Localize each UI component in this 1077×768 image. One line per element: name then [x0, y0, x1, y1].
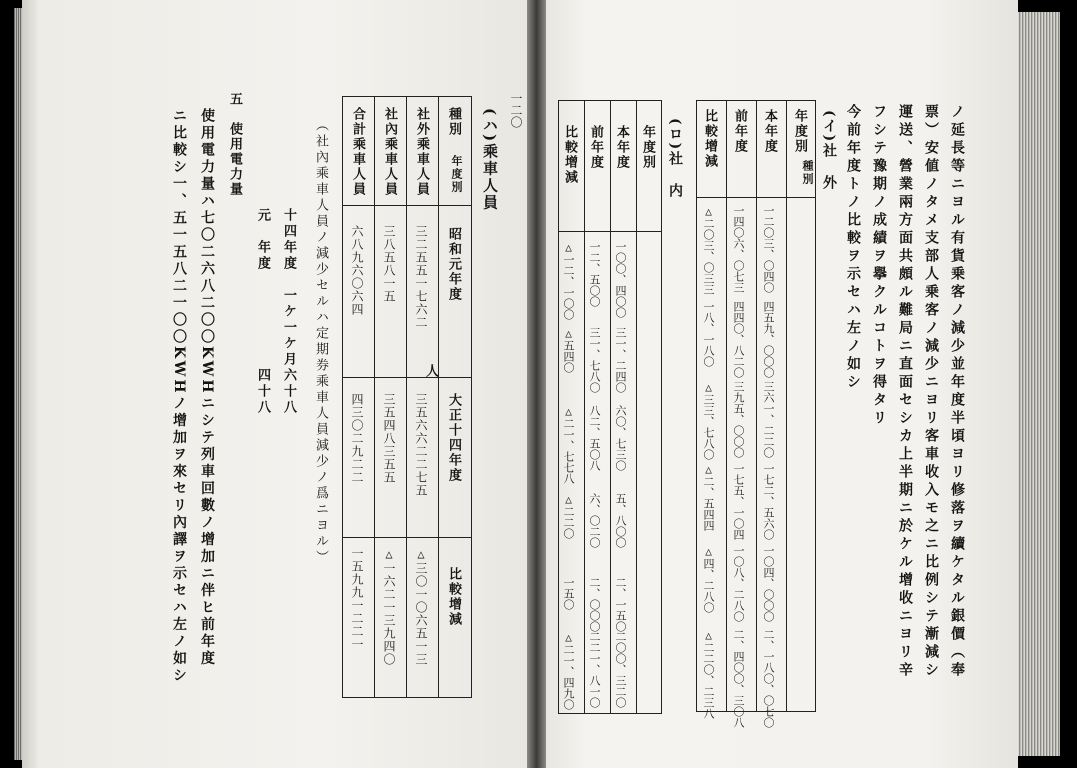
cell: 一七二、五六〇 [762, 463, 775, 540]
right-page [546, 0, 1018, 768]
inside-fares-table [558, 100, 662, 714]
outside-fares-table [696, 100, 816, 728]
cell: △二一、四九〇 [562, 631, 575, 710]
cell: 五、八〇〇 [614, 493, 627, 548]
col-divider [756, 101, 757, 711]
cell: △二一、七七八 [562, 405, 575, 484]
row-header: 本年度 [614, 125, 629, 170]
cell: 二、一八〇、〇七〇 [762, 629, 775, 728]
cell: 一二〇三、〇四〇 [762, 205, 775, 293]
passenger-table [342, 96, 472, 698]
cell: △四、二八〇 [702, 545, 715, 613]
col-divider [438, 97, 439, 697]
row-label: 合計乘車人員 [350, 107, 365, 197]
corner-kind: 種別 [801, 160, 814, 186]
row-label: 社內乘車人員 [382, 107, 397, 197]
section-heading-a: (イ)社 外 [821, 110, 837, 192]
cell: △三三、七八〇 [702, 381, 715, 460]
col-divider [374, 97, 375, 697]
cell: 三六一、二二〇 [762, 381, 775, 458]
cell: 三一、七八〇 [588, 327, 601, 393]
header-showa: 昭和元年度 [446, 227, 461, 302]
unit-label: 人 [423, 364, 438, 379]
cell: 一八、一八〇 [702, 301, 715, 367]
row-header: 本年度 [762, 109, 777, 154]
cell: 一四〇六、〇七三 [732, 205, 745, 293]
row-header: 前年度 [588, 125, 603, 170]
intro-line-3: 運送、營業兩方面共頗ル難局ニ直面セシカ上半期ニ於ケル增收ニヨリ辛 [897, 104, 913, 680]
intro-line-1: ノ延長等ニヨル有貨乗客ノ減少並年度半頃ヨリ修落ヲ續ケタル銀價（奉 [949, 104, 965, 680]
cell: 四五九、〇〇〇 [762, 301, 775, 378]
cell: △二二〇、二三八 [702, 629, 715, 719]
header-diff: 比較增減 [446, 567, 461, 627]
cell: 六、〇二〇 [588, 493, 601, 548]
cell: 一〇〇、四〇〇 [614, 241, 627, 318]
row-divider [343, 377, 471, 378]
row-header: 前年度 [732, 109, 747, 154]
row-header: 年度別 [640, 125, 655, 170]
cell: 六〇、七三〇 [614, 405, 627, 471]
cell: 四三〇二九二二 [350, 393, 364, 484]
cell: 三二五五一七六二 [414, 225, 428, 329]
cell: 四四〇、八二〇 [732, 301, 745, 378]
cell: △二二〇 [562, 493, 575, 539]
row-divider [343, 537, 471, 538]
cell: 三九五、〇〇〇 [732, 381, 745, 458]
header-kind: 種別 [446, 107, 461, 137]
col-divider [636, 101, 637, 713]
row-divider [559, 231, 661, 232]
book-gutter [527, 0, 546, 768]
intro-line-5: 今前年度トノ比較ヲ示セハ左ノ如シ [845, 104, 861, 392]
row-label: 社外乘車人員 [414, 107, 429, 197]
left-page [22, 0, 527, 768]
cell: △二、五四四 [702, 463, 715, 531]
row-header: 年度別 [792, 109, 807, 154]
cell: 六八九六〇六四 [350, 225, 364, 316]
cell: 一〇四、〇〇〇 [762, 545, 775, 622]
cell: 二〇〇、三二〇 [614, 631, 627, 708]
cell: 三一、二四〇 [614, 327, 627, 393]
page-number: 一二〇 [509, 92, 523, 128]
cell: 一〇八、二八〇 [732, 545, 745, 622]
cell: 三五六六二二七五 [414, 393, 428, 497]
section-heading-b: (ロ)社 内 [667, 118, 683, 200]
note-paren: （社內乘車人員ノ減少セルハ定期券乘車人員減少ノ爲ニヨル） [313, 118, 328, 566]
row-header: 比較增減 [702, 109, 717, 169]
section-heading-c: (ハ)乘車人員 [481, 108, 499, 212]
intro-line-4: フシテ豫期ノ成績ヲ擧クルコトヲ得タリ [871, 104, 887, 428]
cell: △一二、一〇〇 [562, 241, 575, 320]
book-edge-left [14, 8, 22, 760]
book-edge-right [1018, 12, 1060, 756]
intro-line-2: 票）安値ノタメ支部人乗客ノ減少ニヨリ客車收入モ之ニ比例シテ漸減シ [923, 104, 939, 680]
sub-line-2: 元 年度 四十八 [255, 208, 270, 416]
header-taisho: 大正十四年度 [446, 393, 461, 483]
cell: 一五九九一二二一 [350, 547, 364, 651]
col-divider [726, 101, 727, 711]
body-line-2: ニ比較シ一、五一五八二一〇〇KWHノ增加ヲ來セリ內譯ヲ示セハ左ノ如シ [171, 108, 187, 685]
row-divider [697, 197, 815, 198]
col-divider [610, 101, 611, 713]
col-divider [584, 101, 585, 713]
cell: 三五四八三五五 [382, 393, 396, 484]
cell: 二二一、八一〇 [588, 631, 601, 708]
row-divider [343, 205, 471, 206]
cell: 二、〇〇〇 [588, 577, 601, 632]
col-divider [786, 101, 787, 711]
section-heading-d: 五 使用電力量 [227, 92, 242, 197]
cell: 二、一五〇 [614, 577, 627, 632]
row-header: 比較增減 [562, 125, 577, 185]
cell: 一二、五〇〇 [588, 241, 601, 307]
cell: 一七五、一〇四 [732, 463, 745, 540]
cell: △一六二一三九四〇 [382, 547, 396, 666]
cell: 一五〇 [562, 577, 575, 610]
cell: 二、四〇〇、三〇八 [732, 629, 745, 728]
header-year: 年度別 [450, 155, 463, 194]
cell: △五四〇 [562, 327, 575, 373]
cell: 三八五八一五 [382, 225, 396, 303]
sub-line-1: 十四年度 一ケ一ケ月六十八 [281, 208, 296, 416]
cell: △三〇一〇六五一三 [414, 547, 428, 666]
body-line-1: 使用電力量ハ七〇二六八二〇〇KWHニシテ列車回數ノ增加ニ伴ヒ前年度 [199, 108, 215, 668]
cell: 八二、五〇八 [588, 405, 601, 471]
cell: △二〇三、〇三三 [702, 205, 715, 295]
col-divider [406, 97, 407, 697]
